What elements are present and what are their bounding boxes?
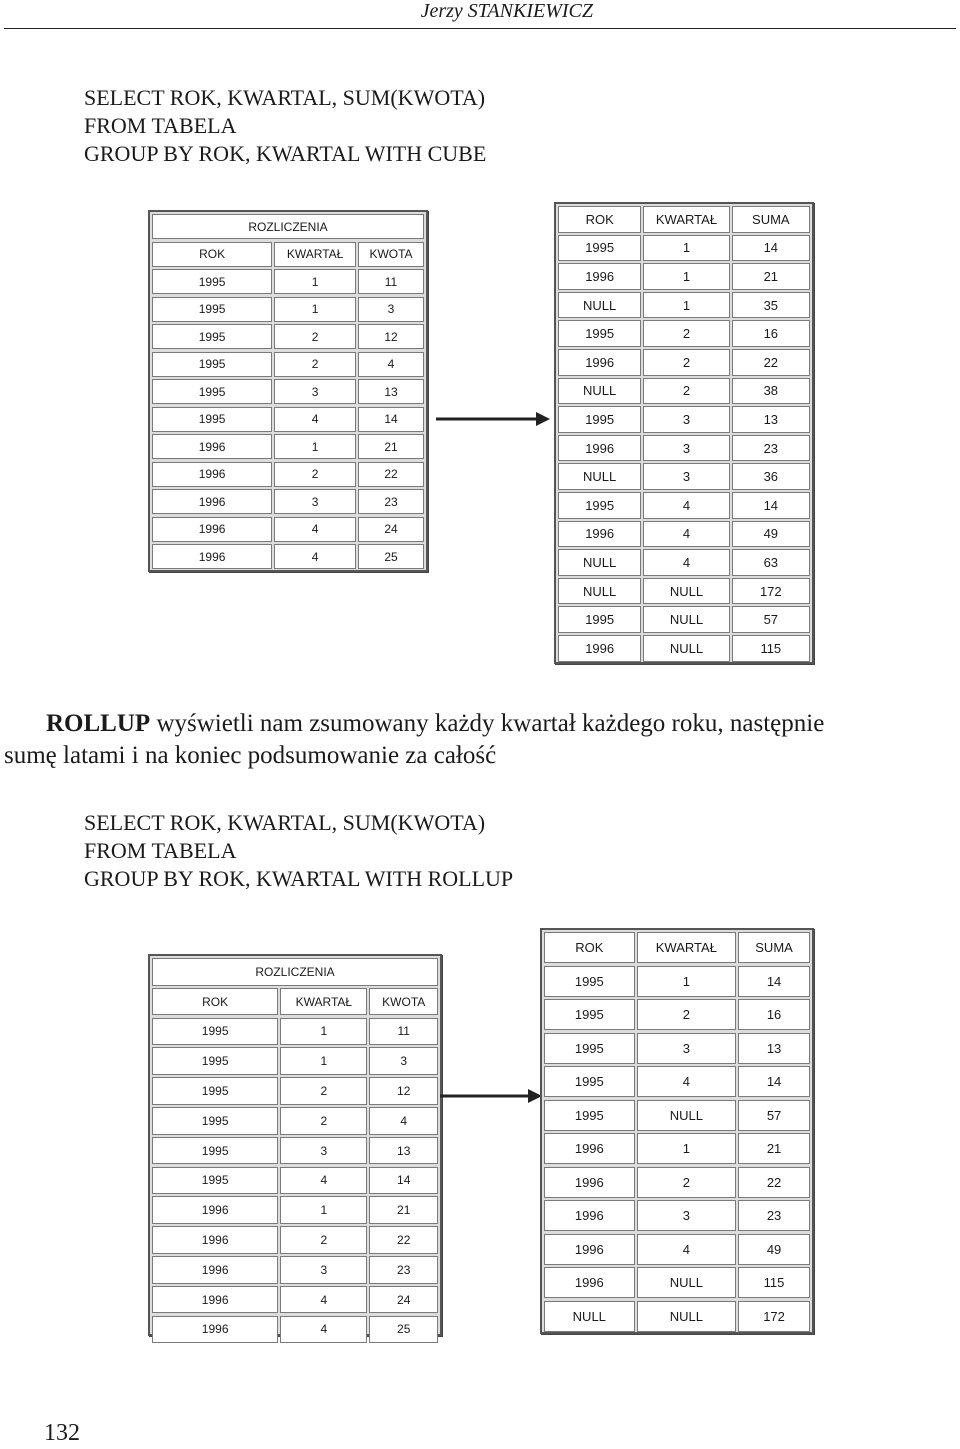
table-row bbox=[152, 1196, 438, 1224]
table-row bbox=[152, 1047, 438, 1075]
table-cell: 3 bbox=[280, 1256, 367, 1284]
table-cell: 1995 bbox=[544, 999, 635, 1030]
column-header: SUMA bbox=[732, 206, 810, 233]
table-cell: NULL bbox=[643, 578, 729, 605]
table-cell: 1996 bbox=[152, 1196, 278, 1224]
table-row bbox=[544, 1167, 810, 1198]
rollup-result-table bbox=[540, 928, 814, 1334]
table-cell: 4 bbox=[637, 1066, 736, 1097]
table-row bbox=[152, 1018, 438, 1046]
table-cell: 1 bbox=[643, 292, 729, 319]
table-cell: 21 bbox=[358, 434, 424, 459]
table-cell: 14 bbox=[732, 492, 810, 519]
table-cell: NULL bbox=[637, 1301, 736, 1332]
table-cell: 4 bbox=[274, 544, 356, 569]
table-cell: 12 bbox=[369, 1077, 438, 1105]
table-row bbox=[544, 966, 810, 997]
table-cell: 1 bbox=[643, 235, 729, 262]
table-cell: 1995 bbox=[152, 379, 272, 404]
table-cell: 3 bbox=[280, 1137, 367, 1165]
rollup-source-table bbox=[148, 954, 442, 1336]
table-cell: 36 bbox=[732, 463, 810, 490]
table-cell: 49 bbox=[732, 521, 810, 548]
table-cell: 13 bbox=[732, 406, 810, 433]
table-cell: 1996 bbox=[558, 435, 641, 462]
table-cell: 2 bbox=[274, 352, 356, 377]
sql-line: GROUP BY ROK, KWARTAL WITH CUBE bbox=[84, 141, 487, 166]
table-cell: 1996 bbox=[544, 1200, 635, 1231]
column-header: KWARTAŁ bbox=[280, 988, 367, 1016]
table-cell: 2 bbox=[274, 462, 356, 487]
table-cell: 2 bbox=[643, 378, 729, 405]
table-cell: 63 bbox=[732, 549, 810, 576]
table-cell: 1995 bbox=[152, 324, 272, 349]
table-cell: 4 bbox=[358, 352, 424, 377]
table-cell: 4 bbox=[280, 1286, 367, 1314]
table-cell: 12 bbox=[358, 324, 424, 349]
table-cell: 1996 bbox=[152, 462, 272, 487]
table-row bbox=[558, 263, 810, 290]
table-cell: NULL bbox=[643, 606, 729, 633]
table-row bbox=[558, 606, 810, 633]
sql-line: SELECT ROK, KWARTAL, SUM(KWOTA) bbox=[84, 85, 486, 110]
table-cell: 23 bbox=[732, 435, 810, 462]
table-row bbox=[558, 378, 810, 405]
table-header-row bbox=[152, 242, 424, 267]
table-cell: 1995 bbox=[558, 235, 641, 262]
table-cell: 3 bbox=[274, 489, 356, 514]
table-cell: 1 bbox=[280, 1018, 367, 1046]
table-cell: 3 bbox=[643, 463, 729, 490]
column-header: KWARTAŁ bbox=[643, 206, 729, 233]
table-cell: 22 bbox=[738, 1167, 810, 1198]
table-cell: 14 bbox=[732, 235, 810, 262]
column-header: SUMA bbox=[738, 932, 810, 963]
column-header: ROK bbox=[152, 242, 272, 267]
table-cell: 14 bbox=[738, 1066, 810, 1097]
table-cell: 1995 bbox=[152, 269, 272, 294]
table-row bbox=[152, 1077, 438, 1105]
sql-line: SELECT ROK, KWARTAL, SUM(KWOTA) bbox=[84, 810, 486, 835]
table-cell: 4 bbox=[274, 517, 356, 542]
table-row bbox=[152, 489, 424, 514]
table-cell: 1995 bbox=[152, 352, 272, 377]
table-row bbox=[152, 352, 424, 377]
table-cell: 14 bbox=[369, 1167, 438, 1195]
table-row bbox=[558, 578, 810, 605]
table-row bbox=[152, 434, 424, 459]
table-cell: 2 bbox=[643, 320, 729, 347]
table-row bbox=[152, 1107, 438, 1135]
table-cell: 2 bbox=[280, 1107, 367, 1135]
table-cell: 1995 bbox=[544, 1066, 635, 1097]
table-cell: 1995 bbox=[558, 406, 641, 433]
table-cell: 3 bbox=[643, 435, 729, 462]
table-cell: 1995 bbox=[152, 1018, 278, 1046]
table-cell: 57 bbox=[738, 1100, 810, 1131]
table-cell: 4 bbox=[643, 549, 729, 576]
table-row bbox=[558, 492, 810, 519]
table-row bbox=[558, 349, 810, 376]
table-cell: 13 bbox=[358, 379, 424, 404]
column-header: KWOTA bbox=[369, 988, 438, 1016]
table-cell: 1996 bbox=[152, 489, 272, 514]
table-cell: 22 bbox=[369, 1226, 438, 1254]
table-cell: 16 bbox=[732, 320, 810, 347]
table-cell: 2 bbox=[280, 1077, 367, 1105]
table-row bbox=[152, 1316, 438, 1344]
table-cell: 21 bbox=[369, 1196, 438, 1224]
table-cell: 25 bbox=[369, 1316, 438, 1344]
table-cell: 1995 bbox=[544, 1033, 635, 1064]
rollup-sql-block bbox=[84, 809, 513, 893]
rollup-description bbox=[4, 708, 956, 772]
table-row bbox=[558, 406, 810, 433]
table-cell: 2 bbox=[274, 324, 356, 349]
table-cell: 1996 bbox=[152, 517, 272, 542]
table-row bbox=[544, 1301, 810, 1332]
table-row bbox=[544, 1100, 810, 1131]
table-cell: NULL bbox=[558, 578, 641, 605]
table-row bbox=[544, 999, 810, 1030]
table-cell: 2 bbox=[637, 1167, 736, 1198]
table-cell: 3 bbox=[637, 1200, 736, 1231]
table-cell: 1995 bbox=[152, 297, 272, 322]
table-row bbox=[152, 1256, 438, 1284]
table-cell: 23 bbox=[358, 489, 424, 514]
table-row bbox=[152, 324, 424, 349]
table-cell: 22 bbox=[732, 349, 810, 376]
table-row bbox=[544, 1066, 810, 1097]
table-cell: NULL bbox=[558, 378, 641, 405]
table-cell: NULL bbox=[544, 1301, 635, 1332]
cube-sql-block bbox=[84, 84, 486, 168]
column-header: ROK bbox=[544, 932, 635, 963]
table-cell: 1996 bbox=[544, 1234, 635, 1265]
running-header-author: Jerzy STANKIEWICZ bbox=[420, 0, 593, 22]
table-cell: 1995 bbox=[558, 606, 641, 633]
table-row bbox=[544, 1133, 810, 1164]
table-cell: 115 bbox=[732, 635, 810, 662]
table-cell: 2 bbox=[280, 1226, 367, 1254]
table-cell: 24 bbox=[369, 1286, 438, 1314]
rollup-description-line2: sumę latami i na koniec podsumowanie za całość bbox=[4, 742, 497, 769]
table-cell: 1 bbox=[280, 1196, 367, 1224]
table-cell: 3 bbox=[274, 379, 356, 404]
table-cell: 3 bbox=[369, 1047, 438, 1075]
table-cell: 1 bbox=[643, 263, 729, 290]
table-row bbox=[558, 549, 810, 576]
table-row bbox=[544, 1200, 810, 1231]
table-row bbox=[152, 297, 424, 322]
column-header: ROK bbox=[152, 988, 278, 1016]
table-cell: 2 bbox=[637, 999, 736, 1030]
table-row bbox=[544, 1033, 810, 1064]
table-cell: 1 bbox=[637, 1133, 736, 1164]
table-cell: 1 bbox=[637, 966, 736, 997]
table-cell: 1 bbox=[274, 434, 356, 459]
table-cell: 57 bbox=[732, 606, 810, 633]
sql-line: FROM TABELA bbox=[84, 838, 237, 863]
table-row bbox=[558, 235, 810, 262]
table-row bbox=[152, 379, 424, 404]
table-cell: 21 bbox=[732, 263, 810, 290]
cube-arrow bbox=[436, 409, 552, 429]
table-cell: 3 bbox=[643, 406, 729, 433]
table-row bbox=[558, 320, 810, 347]
table-title-row bbox=[152, 214, 424, 239]
table-cell: 49 bbox=[738, 1234, 810, 1265]
table-cell: 1996 bbox=[152, 1226, 278, 1254]
table-cell: 1996 bbox=[152, 544, 272, 569]
table-cell: NULL bbox=[558, 549, 641, 576]
table-row bbox=[558, 463, 810, 490]
table-cell: 172 bbox=[732, 578, 810, 605]
table-row bbox=[152, 407, 424, 432]
table-cell: 1995 bbox=[544, 966, 635, 997]
column-header: KWOTA bbox=[358, 242, 424, 267]
table-cell: 16 bbox=[738, 999, 810, 1030]
table-cell: 14 bbox=[738, 966, 810, 997]
table-cell: 1 bbox=[280, 1047, 367, 1075]
table-row bbox=[152, 1167, 438, 1195]
rollup-description-line1: wyświetli nam zsumowany każdy kwartał każdego roku, następnie bbox=[150, 710, 825, 737]
table-cell: 2 bbox=[643, 349, 729, 376]
table-row bbox=[152, 517, 424, 542]
table-cell: 23 bbox=[738, 1200, 810, 1231]
table-row bbox=[152, 544, 424, 569]
sql-line: FROM TABELA bbox=[84, 113, 237, 138]
table-cell: 38 bbox=[732, 378, 810, 405]
table-cell: 22 bbox=[358, 462, 424, 487]
table-cell: 1995 bbox=[152, 1107, 278, 1135]
table-cell: 4 bbox=[643, 521, 729, 548]
table-cell: 21 bbox=[738, 1133, 810, 1164]
rollup-arrow bbox=[440, 1086, 544, 1106]
table-cell: 1995 bbox=[152, 1167, 278, 1195]
table-cell: 25 bbox=[358, 544, 424, 569]
table-cell: 1996 bbox=[544, 1267, 635, 1298]
rollup-keyword: ROLLUP bbox=[46, 710, 151, 737]
table-cell: 24 bbox=[358, 517, 424, 542]
table-cell: 1996 bbox=[558, 263, 641, 290]
table-cell: 1995 bbox=[152, 1047, 278, 1075]
column-header: KWARTAŁ bbox=[637, 932, 736, 963]
table-cell: 1 bbox=[274, 269, 356, 294]
table-row bbox=[558, 521, 810, 548]
header-rule bbox=[4, 28, 956, 29]
table-row bbox=[558, 292, 810, 319]
table-cell: 1995 bbox=[152, 1077, 278, 1105]
table-cell: 1996 bbox=[558, 521, 641, 548]
table-cell: 1996 bbox=[558, 349, 641, 376]
table-title: ROZLICZENIA bbox=[152, 958, 438, 986]
table-cell: 35 bbox=[732, 292, 810, 319]
table-title-row bbox=[152, 958, 438, 986]
table-cell: 1995 bbox=[558, 492, 641, 519]
table-cell: NULL bbox=[643, 635, 729, 662]
table-header-row bbox=[558, 206, 810, 233]
table-cell: 1 bbox=[274, 297, 356, 322]
table-cell: 4 bbox=[637, 1234, 736, 1265]
table-cell: 1996 bbox=[152, 1286, 278, 1314]
table-row bbox=[152, 462, 424, 487]
page-number: 132 bbox=[44, 1420, 80, 1446]
table-cell: 1995 bbox=[544, 1100, 635, 1131]
cube-result-table bbox=[554, 202, 814, 664]
table-cell: 4 bbox=[643, 492, 729, 519]
cube-source-table bbox=[148, 210, 428, 572]
table-row bbox=[544, 1267, 810, 1298]
table-cell: 1996 bbox=[152, 1316, 278, 1344]
table-cell: 3 bbox=[637, 1033, 736, 1064]
table-cell: 11 bbox=[358, 269, 424, 294]
table-cell: 4 bbox=[280, 1316, 367, 1344]
table-cell: 1996 bbox=[152, 1256, 278, 1284]
table-cell: 1996 bbox=[558, 635, 641, 662]
table-row bbox=[152, 1137, 438, 1165]
column-header: ROK bbox=[558, 206, 641, 233]
table-row bbox=[544, 1234, 810, 1265]
table-header-row bbox=[152, 988, 438, 1016]
table-cell: 3 bbox=[358, 297, 424, 322]
table-cell: 13 bbox=[738, 1033, 810, 1064]
table-cell: 11 bbox=[369, 1018, 438, 1046]
table-row bbox=[152, 1286, 438, 1314]
table-cell: NULL bbox=[637, 1267, 736, 1298]
table-cell: 4 bbox=[369, 1107, 438, 1135]
table-cell: 1996 bbox=[544, 1133, 635, 1164]
table-cell: 115 bbox=[738, 1267, 810, 1298]
table-cell: NULL bbox=[637, 1100, 736, 1131]
table-row bbox=[152, 1226, 438, 1254]
sql-line: GROUP BY ROK, KWARTAL WITH ROLLUP bbox=[84, 866, 514, 891]
column-header: KWARTAŁ bbox=[274, 242, 356, 267]
table-cell: 1996 bbox=[544, 1167, 635, 1198]
table-cell: 4 bbox=[280, 1167, 367, 1195]
table-cell: 1996 bbox=[152, 434, 272, 459]
table-cell: NULL bbox=[558, 292, 641, 319]
table-header-row bbox=[544, 932, 810, 963]
table-cell: 4 bbox=[274, 407, 356, 432]
table-cell: 23 bbox=[369, 1256, 438, 1284]
table-title: ROZLICZENIA bbox=[152, 214, 424, 239]
table-cell: 13 bbox=[369, 1137, 438, 1165]
table-cell: NULL bbox=[558, 463, 641, 490]
table-cell: 1995 bbox=[558, 320, 641, 347]
table-cell: 14 bbox=[358, 407, 424, 432]
table-row bbox=[558, 435, 810, 462]
table-row bbox=[152, 269, 424, 294]
table-row bbox=[558, 635, 810, 662]
table-cell: 1995 bbox=[152, 1137, 278, 1165]
table-cell: 1995 bbox=[152, 407, 272, 432]
table-cell: 172 bbox=[738, 1301, 810, 1332]
